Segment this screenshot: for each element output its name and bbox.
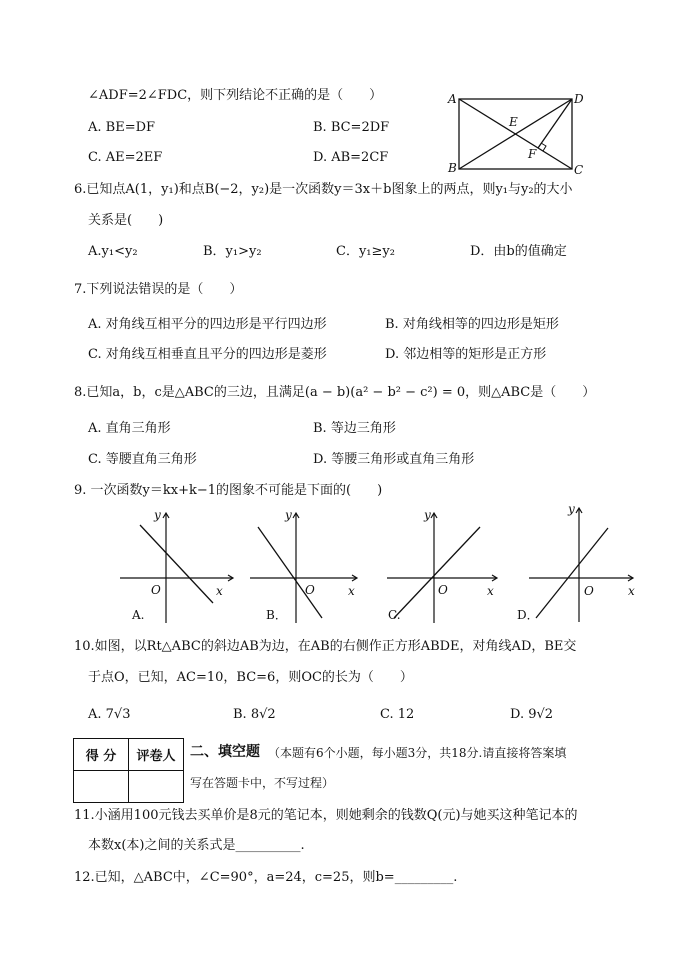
q9-graph-c	[382, 505, 507, 625]
q6-option-d: D．由b的值确定	[470, 244, 567, 259]
q9-c-option: C.	[388, 608, 401, 622]
q10-stem-line1: 10.如图，以Rt△ABC的斜边AB为边，在AB的右侧作正方形ABDE，对角线AD，BE交	[74, 639, 577, 654]
q6-option-a: A.y₁<y₂	[88, 244, 138, 259]
q9-d-option: D．	[517, 608, 539, 622]
q11-stem-line2: 本数x(本)之间的关系式是__________.	[88, 838, 305, 853]
q5-stem: ∠ADF=2∠FDC，则下列结论不正确的是（ ）	[88, 88, 383, 103]
q6-stem-line1: 6.已知点A(1，y₁)和点B(−2，y₂)是一次函数y＝3x＋b图象上的两点，则y₁与y₂的大小	[74, 182, 573, 197]
q5-label-f: F	[528, 147, 537, 161]
q8-option-d: D. 等腰三角形或直角三角形	[313, 452, 475, 467]
q11-stem-line1: 11.小涵用100元钱去买单价是8元的笔记本，则她剩余的钱数Q(元)与她买这种笔记本的	[74, 808, 578, 823]
q10-option-d: D. 9√2	[510, 707, 554, 722]
q7-option-d: D. 邻边相等的矩形是正方形	[385, 347, 547, 362]
q6-stem-line2: 关系是( )	[88, 213, 164, 228]
q9-b-y-label: y	[285, 508, 292, 522]
q9-d-x-label: x	[628, 584, 635, 598]
q9-graph-b	[245, 505, 370, 625]
q9-b-x-label: x	[348, 584, 355, 598]
q6-option-c: C．y₁≥y₂	[336, 244, 395, 259]
q8-option-a: A. 直角三角形	[88, 421, 171, 436]
score-box-score-cell[interactable]	[74, 771, 129, 803]
q9-b-origin: O	[305, 583, 315, 597]
q10-option-c: C. 12	[380, 707, 415, 722]
section2-note-line2: 写在答题卡中，不写过程）	[190, 776, 335, 790]
q9-c-x-label: x	[487, 584, 494, 598]
q9-a-option: A.	[132, 608, 145, 622]
q8-option-c: C. 等腰直角三角形	[88, 452, 197, 467]
score-box	[73, 738, 184, 803]
q9-stem: 9. 一次函数y＝kx+k−1的图象不可能是下面的( )	[74, 483, 383, 498]
q9-b-option: B．	[266, 608, 287, 622]
q9-c-origin: O	[438, 583, 448, 597]
q9-d-y-label: y	[568, 502, 575, 516]
q7-stem: 7.下列说法错误的是（ ）	[74, 282, 243, 297]
q5-label-c: C	[574, 163, 584, 177]
q5-rectangle-figure	[445, 90, 585, 175]
q5-label-d: D	[574, 92, 584, 106]
score-box-score-header: 得 分	[74, 739, 129, 771]
q6-option-b: B．y₁>y₂	[203, 244, 262, 259]
section2-heading: 二、填空题	[190, 744, 260, 760]
q5-option-d: D. AB=2CF	[313, 150, 389, 165]
score-box-grader-cell[interactable]	[129, 771, 184, 803]
q5-option-c: C. AE=2EF	[88, 150, 163, 165]
q5-label-a: A	[448, 92, 457, 106]
q5-option-b: B. BC=2DF	[313, 120, 390, 135]
q9-d-origin: O	[584, 584, 594, 598]
q9-a-y-label: y	[154, 508, 161, 522]
q9-graph-d	[517, 500, 650, 625]
q10-option-a: A. 7√3	[88, 707, 131, 722]
q5-label-b: B	[448, 161, 457, 175]
q9-c-y-label: y	[424, 508, 431, 522]
q9-a-origin: O	[151, 583, 161, 597]
q10-stem-line2: 于点O，已知，AC=10，BC=6，则OC的长为（ ）	[88, 670, 413, 685]
score-box-grader-header: 评卷人	[129, 739, 184, 771]
q10-option-b: B. 8√2	[233, 707, 276, 722]
q9-graph-a	[115, 505, 240, 625]
q8-option-b: B. 等边三角形	[313, 421, 396, 436]
q7-option-a: A. 对角线互相平分的四边形是平行四边形	[88, 317, 327, 332]
q7-option-c: C. 对角线互相垂直且平分的四边形是菱形	[88, 347, 327, 362]
q9-a-x-label: x	[216, 584, 223, 598]
q8-stem: 8.已知a，b，c是△ABC的三边，且满足(a − b)(a² − b² − c²) = 0，则△ABC是（ ）	[74, 385, 596, 400]
section2-note-line1: （本题有6个小题，每小题3分，共18分.请直接将答案填	[268, 746, 567, 760]
q5-option-a: A. BE=DF	[88, 120, 156, 135]
q7-option-b: B. 对角线相等的四边形是矩形	[385, 317, 559, 332]
q5-label-e: E	[509, 115, 518, 129]
q12-stem: 12.已知，△ABC中，∠C=90°，a=24，c=25，则b=_________.	[74, 870, 458, 885]
